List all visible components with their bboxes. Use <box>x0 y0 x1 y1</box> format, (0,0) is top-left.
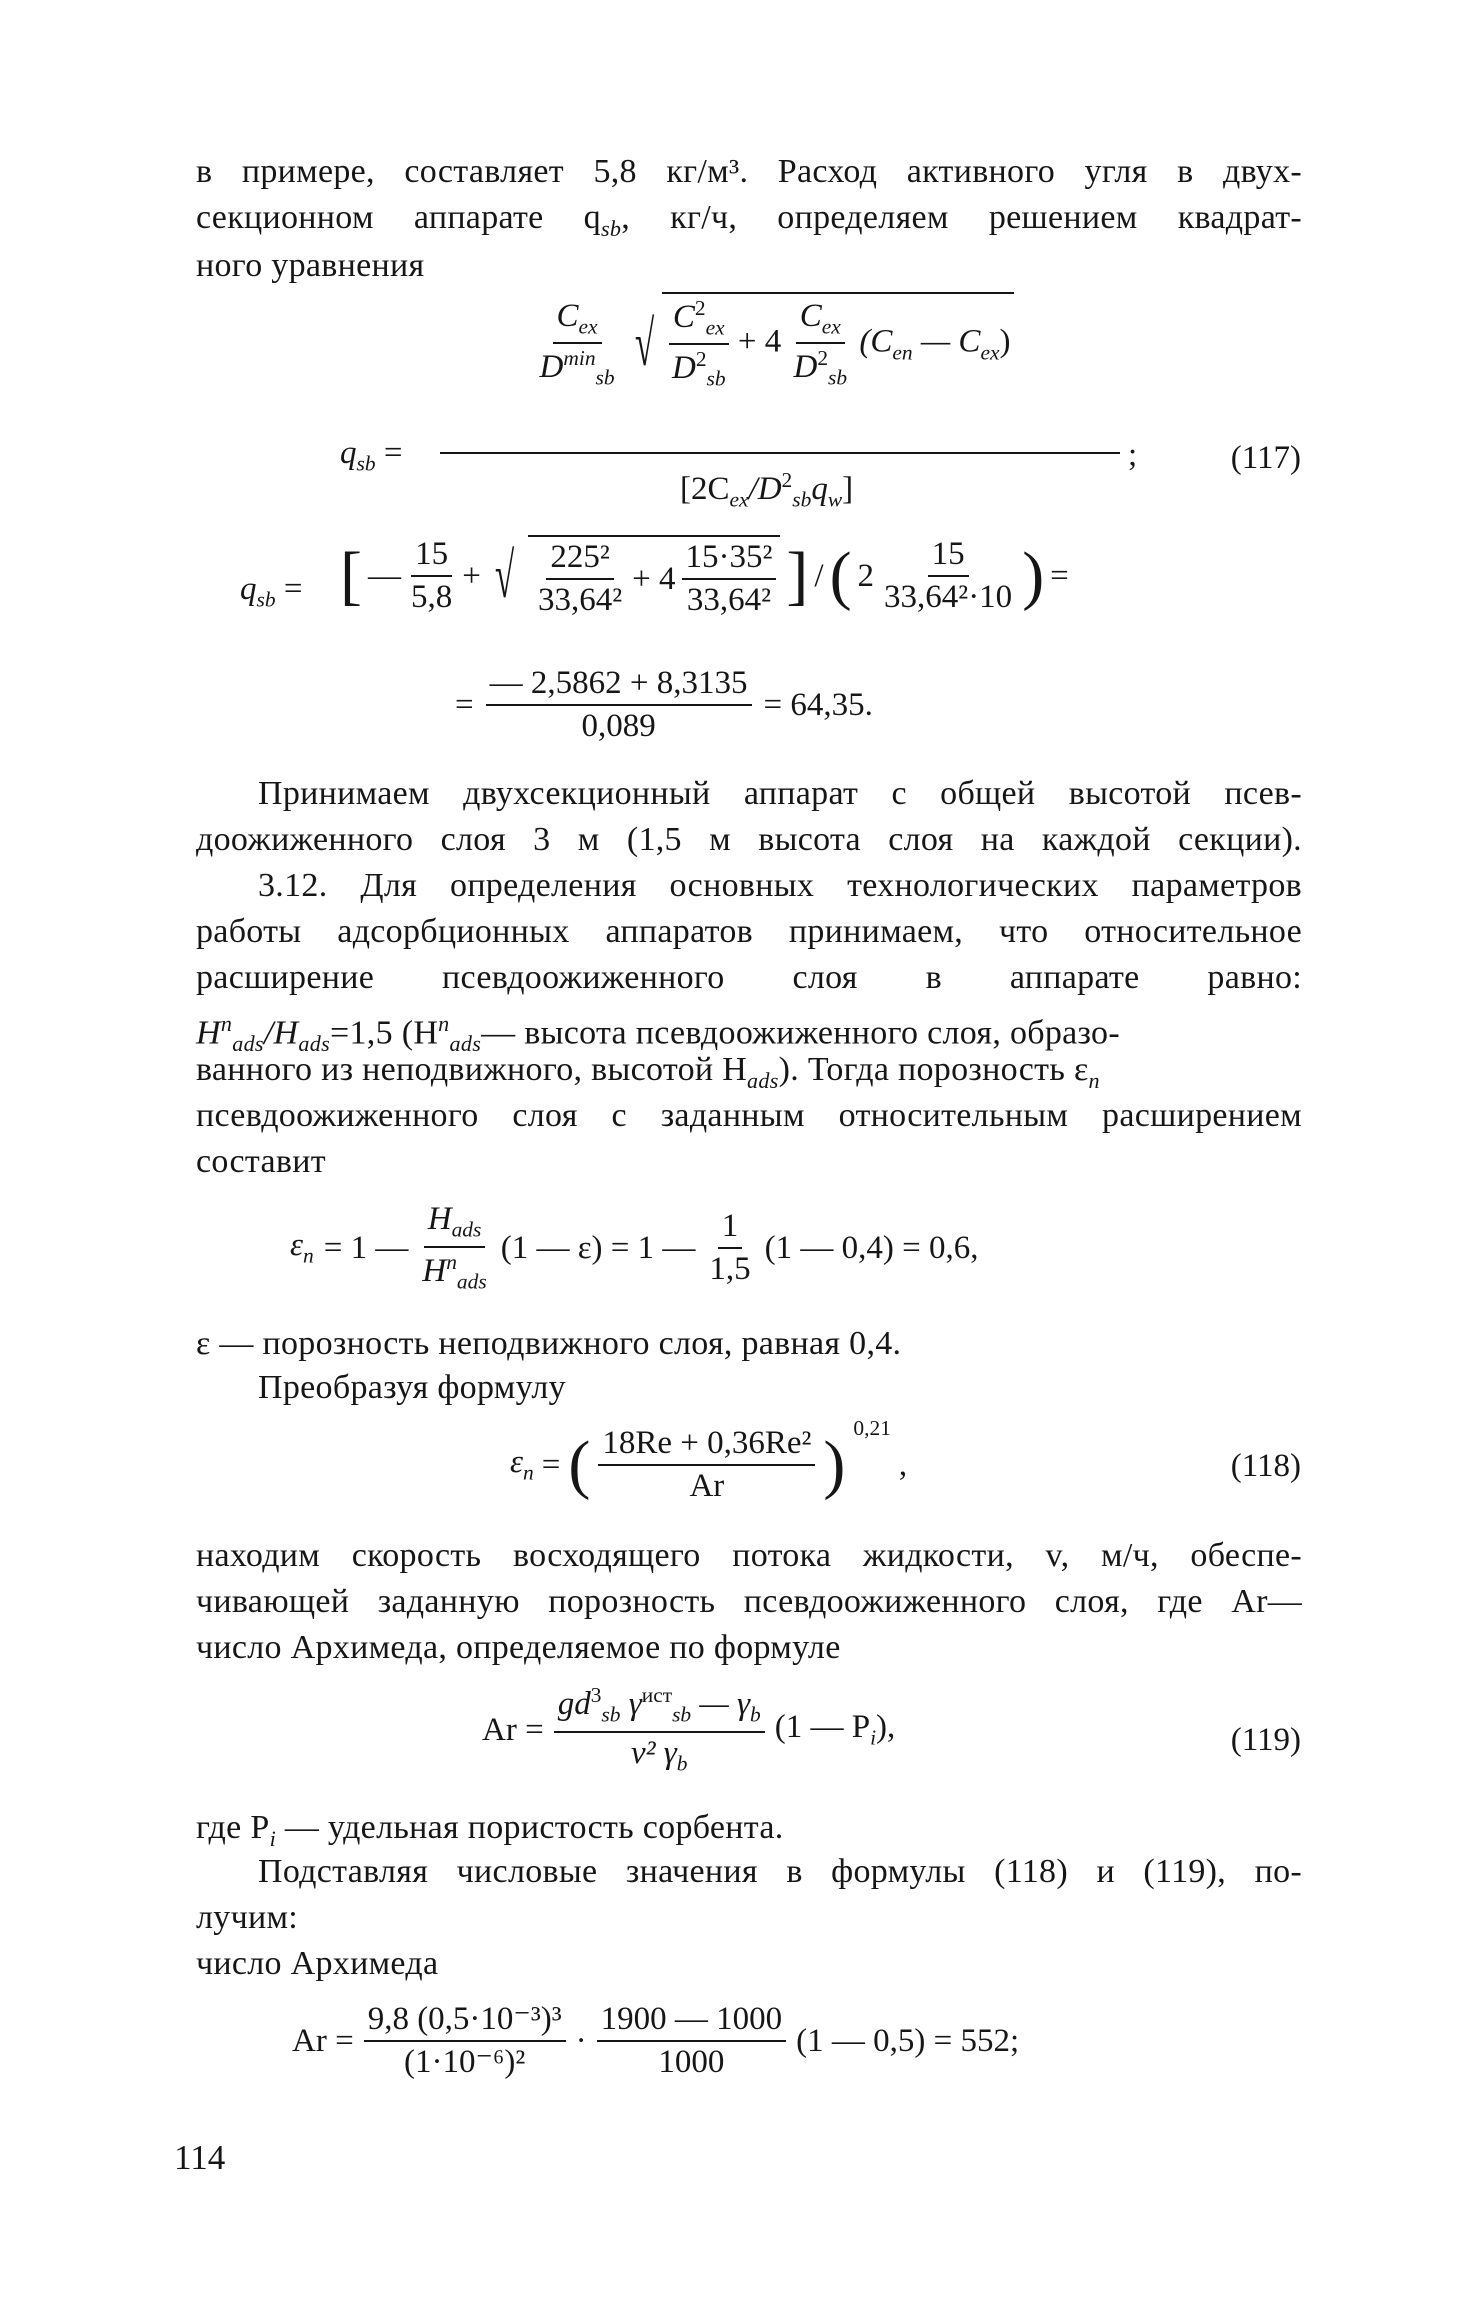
text-line: лучим: <box>196 1899 299 1936</box>
text-line: доожиженного слоя 3 м (1,5 м высота слоя на каждой секции). <box>196 821 1302 858</box>
equation-117: $q_{sb}$ = $\frac{C_{ex}}{D^{min}_{sb}}$ √ $\frac{C^2_{ex}}{D^2_{sb}}$ + 4 $\frac{C_{ex}}{D^2_{sb}}$ ($C_{en}$ — $C_{ex}$) $[2C_{ex}/D^2_{sb}q_w]$ ; <box>340 292 1140 522</box>
equation-119: Ar = $\frac{gd^3_{sb} \gamma^{ист}_{sb} — \gamma_b}{v^2 \gamma_b}$ (1 — $P_i$), <box>482 1683 896 1776</box>
equation-result: = $\frac{— 2,5862 + 8,3135}{0,089}$ = 64,35. <box>455 665 873 744</box>
text-line: секционном аппарате $q_{sb}$, кг/ч, определяем решением квадрат- <box>196 199 1302 241</box>
text-line: число Архимеда, определяемое по формуле <box>196 1629 841 1666</box>
equation-number: (117) <box>1230 440 1301 476</box>
text-line: число Архимеда <box>196 1945 439 1982</box>
text-line: составит <box>196 1143 326 1180</box>
text-line: $H^n_{ads}/H_{ads}=1,5$ ($H^n_{ads}—$ высота псевдоожиженного слоя, образо- <box>196 1011 1120 1057</box>
text-line: чивающей заданную порозность псевдоожиженного слоя, где Ar— <box>196 1583 1302 1620</box>
text-line: Принимаем двухсекционный аппарат с общей высотой псев- <box>258 775 1302 812</box>
text-line: Подставляя числовые значения в формулы (118) и (119), по- <box>258 1853 1302 1890</box>
text-line: ванного из неподвижного, высотой $H_{ads}$). Тогда порозность $\varepsilon_n$ <box>196 1051 1100 1093</box>
text-line: ного уравнения <box>196 247 425 284</box>
equation-archimedes: Ar = $\frac{\text{9,8 (0,5·10⁻³)³}}{\text{(1·10⁻⁶)²}}$ · $\frac{1900 — 1000}{1000}$ (1 — 0,5) = 552; <box>292 2001 1020 2080</box>
text-line: где $P_i$ — удельная пористость сорбента. <box>196 1809 784 1851</box>
text-line: находим скорость восходящего потока жидкости, v, м/ч, обеспе- <box>196 1537 1302 1574</box>
equation-porosity: $\varepsilon_n$ = 1 — $\frac{H_{ads}}{H^n_{ads}}$ (1 — ε) = 1 — $\frac{1}{1,5}$ (1 — 0,4) = 0,6, <box>290 1201 979 1294</box>
text-line: псевдоожиженного слоя с заданным относительным расширением <box>196 1097 1302 1134</box>
equation-number: (119) <box>1230 1722 1301 1758</box>
text-line: работы адсорбционных аппаратов принимаем, что относительное <box>196 913 1302 950</box>
equation-117-numeric: $q_{sb}$ = [ — $\frac{15}{5,8}$ + √ $\frac{\text{225²}}{\text{33,64²}}$ + 4 $\frac{\text{15·35²}}{\text{33,64²}}$ ] / ( 2 $\frac{15}{\text{33,64²·10}}$ ) = <box>240 536 1069 618</box>
page-number: 114 <box>174 2138 226 2177</box>
equation-118: $\varepsilon_n$ = ( $\frac{\text{18Re + 0,36Re²}}{Ar}$ ) $^{0,21}$ , <box>510 1416 908 1504</box>
text-line: Преобразуя формулу <box>258 1369 566 1406</box>
text-line: в примере, составляет 5,8 кг/м³. Расход активного угля в двух- <box>196 153 1302 190</box>
equation-number: (118) <box>1230 1448 1301 1484</box>
text-line: ε — порозность неподвижного слоя, равная 0,4. <box>196 1325 902 1362</box>
text-line: расширение псевдоожиженного слоя в аппарате равно: <box>196 959 1302 996</box>
text-line: 3.12. Для определения основных технологических параметров <box>258 867 1302 904</box>
